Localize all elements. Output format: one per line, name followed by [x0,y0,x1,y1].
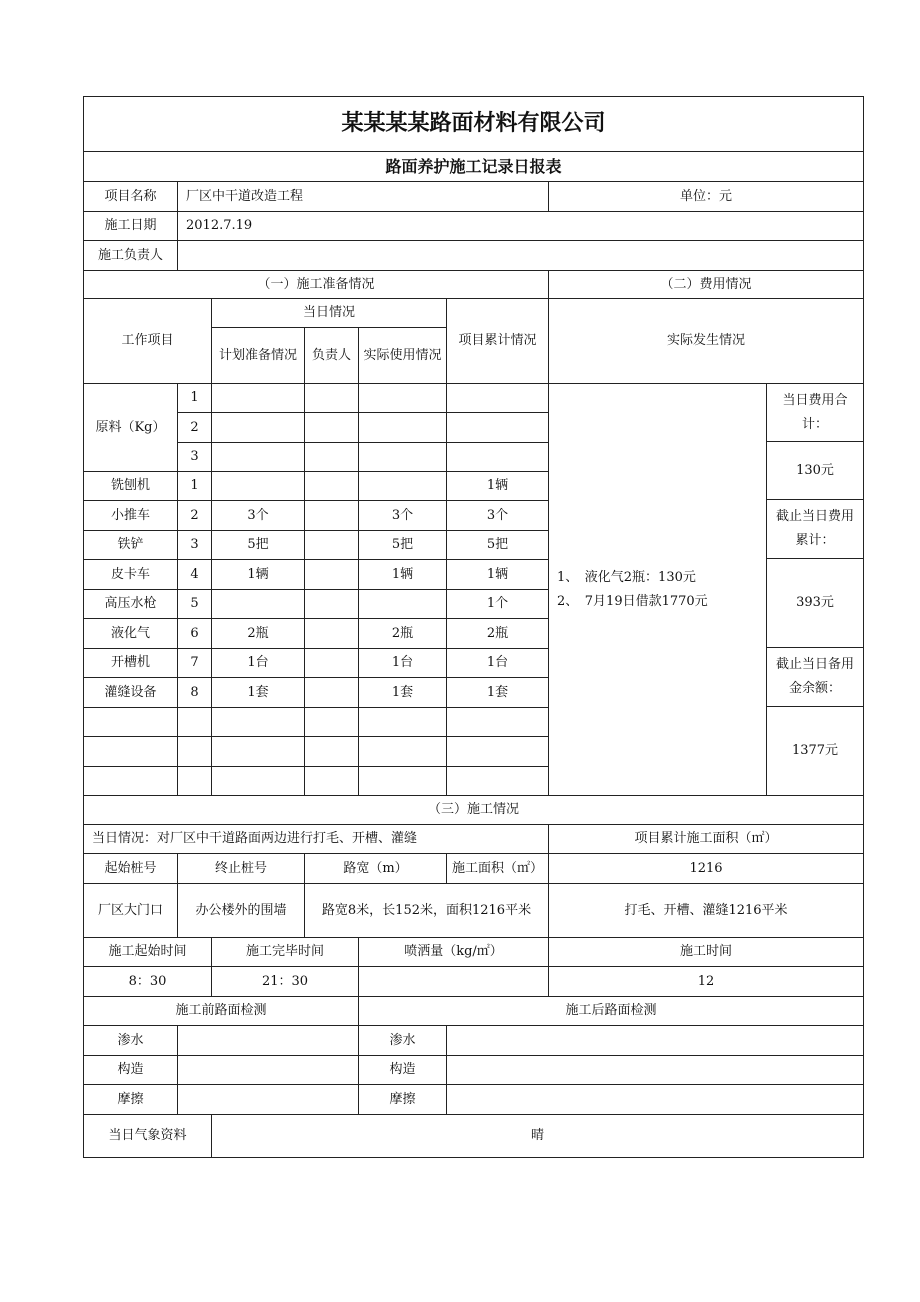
equipment-cumulative: 1辆 [447,472,549,501]
after-seepage-value [447,1026,863,1056]
planned-header: 计划准备情况 [212,328,305,384]
blank-actual-cell [359,708,447,737]
actual-cost-header: 实际发生情况 [549,299,863,384]
actual-header: 实际使用情况 [359,328,447,384]
blank-number-cell [178,767,212,796]
equipment-cumulative: 2瓶 [447,619,549,649]
equipment-planned: 2瓶 [212,619,305,649]
end-stake-label: 终止桩号 [178,854,305,884]
reserve-value: 1377元 [767,707,863,796]
manager-label: 施工负责人 [84,241,178,271]
material-responsible-cell [305,384,359,413]
weather-value: 晴 [530,1128,544,1143]
equipment-cumulative: 5把 [447,531,549,560]
equipment-responsible [305,501,359,531]
spray-value [359,967,549,997]
blank-actual-cell [359,767,447,796]
equipment-name: 铁铲 [84,531,178,560]
start-stake-value: 厂区大门口 [84,884,178,938]
blank-number-cell [178,737,212,767]
equipment-actual: 2瓶 [359,619,447,649]
end-time-value: 21：30 [212,967,359,997]
equipment-cumulative: 1台 [447,649,549,678]
blank-planned-cell [212,708,305,737]
equipment-actual: 1套 [359,678,447,708]
after-friction-value [447,1085,863,1115]
equipment-name: 皮卡车 [84,560,178,590]
section-construction-title: （三）施工情况 [84,796,863,825]
material-planned-cell [212,443,305,472]
section-prep-title: （一）施工准备情况 [84,271,549,299]
equipment-planned: 3个 [212,501,305,531]
report-table [83,96,864,1158]
start-stake-label: 起始桩号 [84,854,178,884]
equipment-number: 4 [178,560,212,590]
project-name-value: 厂区中干道改造工程 [178,182,549,212]
cumulative-cost-label: 截止当日费用累计： [767,500,863,559]
after-friction-label: 摩擦 [359,1085,447,1115]
equipment-responsible [305,678,359,708]
equipment-cumulative: 1个 [447,590,549,619]
equipment-planned [212,590,305,619]
expense-item: 2、 7月19日借款1770元 [557,593,708,609]
blank-cumulative-cell [447,737,549,767]
reserve-label: 截止当日备用金余额： [767,648,863,707]
material-actual-cell [359,443,447,472]
company-name: 某某某某路面材料有限公司 [84,97,863,152]
materials-label: 原料（Kg） [84,384,178,472]
blank-responsible-cell [305,767,359,796]
equipment-cumulative: 1套 [447,678,549,708]
after-seepage-label: 渗水 [359,1026,447,1056]
equipment-number: 6 [178,619,212,649]
blank-name-cell [84,708,178,737]
blank-cumulative-cell [447,708,549,737]
area-work-value: 打毛、开槽、灌缝1216平米 [549,884,863,938]
today-description: 当日情况：对厂区中干道路面两边进行打毛、开槽、灌缝 [84,825,549,854]
material-cumulative-cell [447,413,549,443]
blank-responsible-cell [305,737,359,767]
end-stake-value: 办公楼外的围墙 [178,884,305,938]
before-friction-label: 摩擦 [84,1085,178,1115]
equipment-responsible [305,531,359,560]
blank-name-cell [84,767,178,796]
start-time-value: 8：30 [84,967,212,997]
material-planned-cell [212,384,305,413]
equipment-name: 灌缝设备 [84,678,178,708]
blank-actual-cell [359,737,447,767]
date-label: 施工日期 [84,212,178,241]
duration-value: 12 [549,967,863,997]
after-inspection-label: 施工后路面检测 [359,997,863,1026]
blank-planned-cell [212,767,305,796]
equipment-cumulative: 3个 [447,501,549,531]
before-seepage-label: 渗水 [84,1026,178,1056]
equipment-actual: 1台 [359,649,447,678]
road-width-label: 路宽（m） [305,854,447,884]
equipment-responsible [305,619,359,649]
equipment-planned: 5把 [212,531,305,560]
equipment-planned: 1辆 [212,560,305,590]
manager-value [178,241,863,271]
equipment-number: 8 [178,678,212,708]
equipment-name: 高压水枪 [84,590,178,619]
material-row-number: 3 [178,443,212,472]
weather-label: 当日气象资料 [84,1115,212,1157]
date-value: 2012.7.19 [178,212,863,241]
work-item-header: 工作项目 [84,299,212,384]
equipment-name: 铣刨机 [84,472,178,501]
equipment-number: 5 [178,590,212,619]
before-texture-label: 构造 [84,1056,178,1085]
after-texture-value [447,1056,863,1085]
road-size-value: 路宽8米，长152米，面积1216平米 [305,884,549,938]
project-name-label: 项目名称 [84,182,178,212]
equipment-actual [359,590,447,619]
today-total-value: 130元 [767,442,863,500]
equipment-name: 开槽机 [84,649,178,678]
material-responsible-cell [305,443,359,472]
blank-planned-cell [212,737,305,767]
end-time-label: 施工完毕时间 [212,938,359,967]
equipment-responsible [305,649,359,678]
equipment-actual: 1辆 [359,560,447,590]
area-label: 施工面积（㎡） [447,854,549,884]
cumulative-area-label: 项目累计施工面积（㎡） [549,825,863,854]
equipment-cumulative: 1辆 [447,560,549,590]
equipment-name: 液化气 [84,619,178,649]
material-planned-cell [212,413,305,443]
expense-item: 1、 液化气2瓶：130元 [557,569,696,585]
expense-details [549,384,767,796]
before-friction-value [178,1085,359,1115]
section-cost-title: （二）费用情况 [549,271,863,299]
cumulative-cost-value: 393元 [767,559,863,648]
material-actual-cell [359,413,447,443]
report-title: 路面养护施工记录日报表 [84,152,863,182]
equipment-actual: 3个 [359,501,447,531]
equipment-number: 7 [178,649,212,678]
material-row-number: 1 [178,384,212,413]
before-seepage-value [178,1026,359,1056]
before-texture-value [178,1056,359,1085]
material-cumulative-cell [447,384,549,413]
unit-label: 单位：元 [549,182,863,212]
blank-cumulative-cell [447,767,549,796]
cumulative-header: 项目累计情况 [447,299,549,384]
blank-number-cell [178,708,212,737]
equipment-number: 3 [178,531,212,560]
equipment-actual [359,472,447,501]
equipment-number: 1 [178,472,212,501]
equipment-planned [212,472,305,501]
equipment-number: 2 [178,501,212,531]
equipment-responsible [305,590,359,619]
equipment-responsible [305,472,359,501]
equipment-responsible [305,560,359,590]
today-total-label: 当日费用合计： [767,384,863,442]
before-inspection-label: 施工前路面检测 [84,997,359,1026]
material-cumulative-cell [447,443,549,472]
equipment-name: 小推车 [84,501,178,531]
blank-responsible-cell [305,708,359,737]
material-responsible-cell [305,413,359,443]
spray-label: 喷洒量（kg/㎡） [359,938,549,967]
blank-name-cell [84,737,178,767]
today-header: 当日情况 [212,299,447,328]
responsible-header: 负责人 [305,328,359,384]
start-time-label: 施工起始时间 [84,938,212,967]
material-actual-cell [359,384,447,413]
material-row-number: 2 [178,413,212,443]
after-texture-label: 构造 [359,1056,447,1085]
equipment-actual: 5把 [359,531,447,560]
duration-label: 施工时间 [549,938,863,967]
equipment-planned: 1套 [212,678,305,708]
cumulative-area-value: 1216 [549,854,863,884]
equipment-planned: 1台 [212,649,305,678]
